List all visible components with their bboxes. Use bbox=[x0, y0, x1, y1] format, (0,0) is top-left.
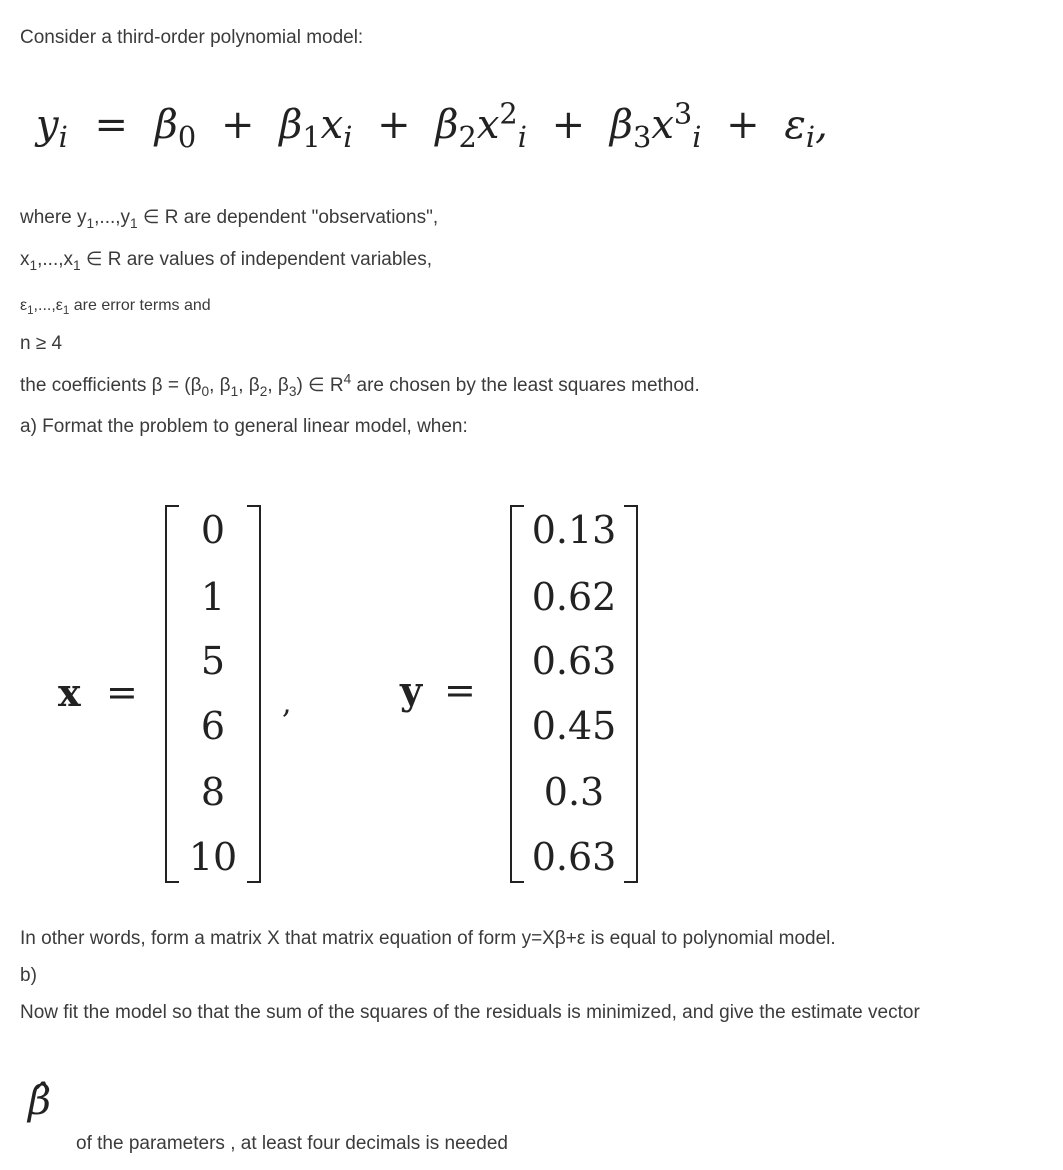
parameters-note: of the parameters , at least four decimals is needed bbox=[76, 1133, 508, 1154]
y-value: 0.62 bbox=[531, 575, 617, 619]
part-b-label: b) bbox=[20, 965, 37, 986]
fit-instructions: Now fit the model so that the sum of the squares of the residuals is minimized, and give the estimate vector bbox=[20, 1002, 920, 1023]
x-vector bbox=[165, 505, 261, 883]
y-value: 0.13 bbox=[531, 508, 617, 552]
part-a-text: a) Format the problem to general linear model, when: bbox=[20, 416, 468, 437]
in-other-words-text: In other words, form a matrix X that matrix equation of form y=Xβ+ε is equal to polynomial model. bbox=[20, 928, 836, 949]
y-right-bracket bbox=[624, 505, 638, 883]
y-value: 0.3 bbox=[543, 770, 605, 814]
y-value: 0.45 bbox=[531, 704, 617, 748]
x-value: 8 bbox=[200, 770, 226, 814]
intro-text: Consider a third-order polynomial model: bbox=[20, 27, 364, 48]
y-value: 0.63 bbox=[531, 835, 617, 879]
coefficients-line: the coefficients $\beta = (\beta_0$, $\beta_1$, $\beta_2$, $\beta_3$) ∈ $R^4$ are chosen by the least squares method. bbox=[20, 371, 700, 399]
y-value: 0.63 bbox=[531, 639, 617, 683]
y-left-bracket bbox=[510, 505, 524, 883]
where-line-observations: where $y_1,...,y_1$ ∈ R are dependent "observations", bbox=[20, 207, 439, 231]
n-condition: n ≥ 4 bbox=[20, 333, 63, 354]
y-vector bbox=[510, 505, 638, 883]
x-vector-label: x bbox=[58, 670, 81, 715]
x-value: 0 bbox=[200, 508, 226, 552]
x-value: 6 bbox=[200, 704, 226, 748]
x-value: 5 bbox=[200, 639, 226, 683]
where-line-errors: $\varepsilon_1,...,\varepsilon_1$ are error terms and bbox=[20, 297, 211, 318]
vector-separator: , bbox=[282, 686, 292, 721]
x-value: 10 bbox=[188, 835, 238, 879]
beta-hat-symbol: β̂ bbox=[28, 1078, 52, 1124]
polynomial-equation: $y_i = \beta_0 + \beta_1x_i + \beta_2x^2_i + \beta_3x^3_i + \varepsilon_i$, bbox=[36, 96, 828, 154]
y-vector-label: y bbox=[400, 668, 423, 713]
x-equals: = bbox=[106, 670, 138, 714]
where-line-independent: $x_1,...,x_1$ ∈ R are values of independent variables, bbox=[20, 249, 432, 273]
x-right-bracket bbox=[247, 505, 261, 883]
x-left-bracket bbox=[165, 505, 179, 883]
y-equals: = bbox=[444, 668, 476, 712]
x-value: 1 bbox=[200, 575, 226, 619]
